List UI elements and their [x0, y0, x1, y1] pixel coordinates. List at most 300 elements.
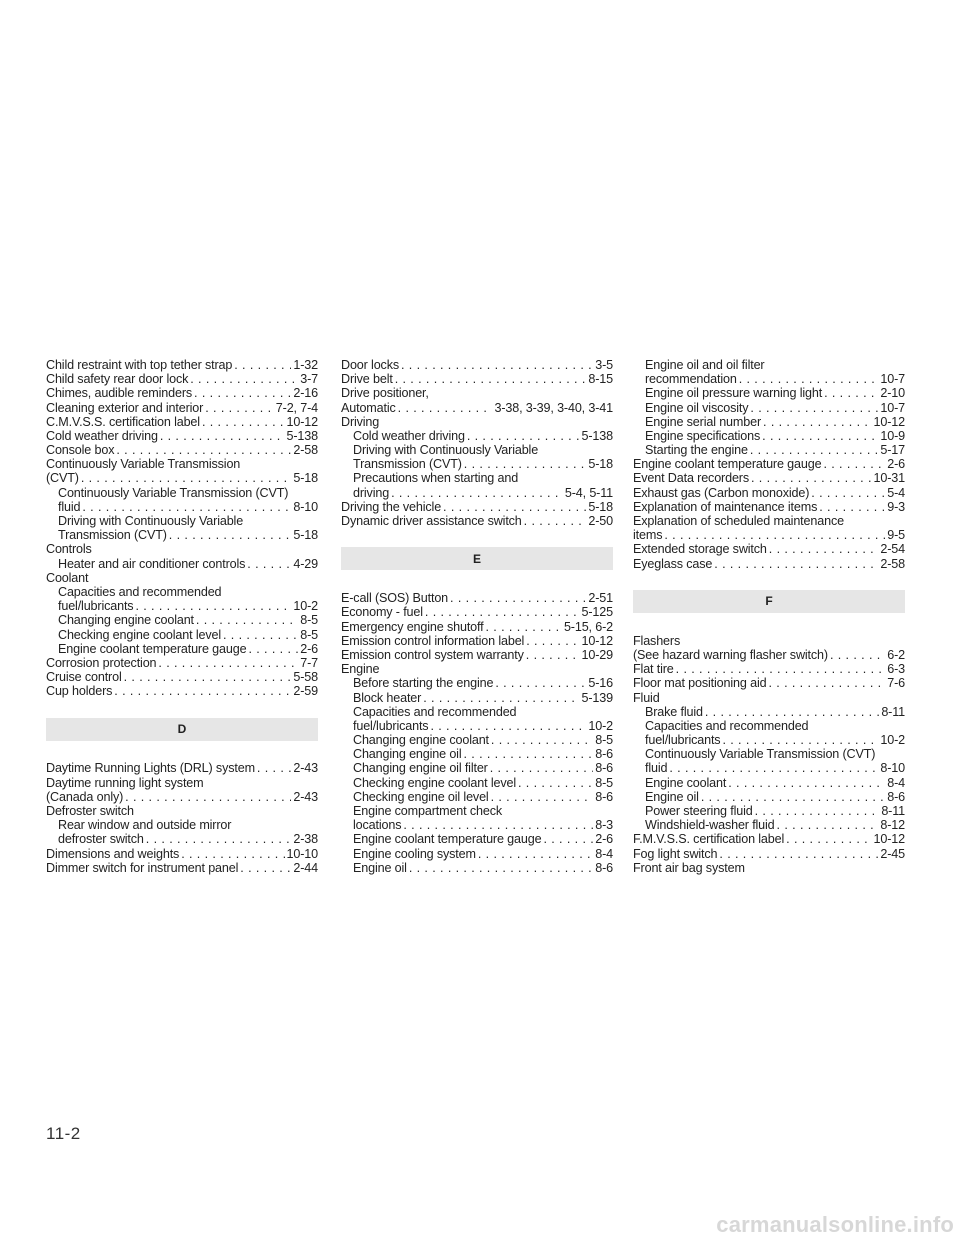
dot-leader: [246, 642, 298, 656]
entry-page-ref: 10-7: [880, 372, 905, 387]
dot-leader: [441, 500, 586, 514]
dot-leader: [232, 358, 291, 372]
entry-text: Child restraint with top tether strap: [46, 358, 233, 372]
index-subentry: [46, 486, 318, 500]
entry-text: fuel/lubricants: [58, 599, 134, 614]
entry-text: recommendation: [645, 372, 737, 387]
entry-page-ref: 2-58: [880, 556, 905, 571]
entry-page-ref: 8-6: [887, 789, 905, 804]
index-subentry: [633, 429, 905, 443]
index-entry: [633, 557, 905, 571]
dot-leader: [401, 818, 593, 832]
dot-leader: [489, 733, 593, 747]
entry-text: Rear window and outside mirror: [58, 818, 232, 833]
entry-page-ref: 8-15: [588, 372, 613, 387]
entry-text: Driving: [341, 414, 380, 429]
entry-text: Engine coolant temperature gauge: [353, 832, 542, 847]
index-entry: [341, 372, 613, 386]
entry-page-ref: 10-7: [880, 400, 905, 415]
entry-page-ref: 8-6: [595, 761, 613, 776]
dot-leader: [389, 486, 563, 500]
entry-text: Eyeglass case: [633, 556, 713, 571]
entry-page-ref: 7-7: [300, 655, 318, 670]
dot-leader: [399, 358, 593, 372]
dot-leader: [712, 557, 878, 571]
entry-text: Continuously Variable Transmission (CVT): [58, 485, 289, 500]
index-subentry: [633, 776, 905, 790]
index-column-1: [46, 358, 318, 875]
index-entry: [633, 486, 905, 500]
dot-leader: [748, 401, 878, 415]
dot-leader: [144, 832, 292, 846]
entry-page-ref: 2-43: [293, 789, 318, 804]
entry-page-ref: 5-18: [588, 499, 613, 514]
entry-page-ref: 8-11: [881, 704, 905, 719]
dot-leader: [699, 790, 885, 804]
index-subentry: [633, 443, 905, 457]
entry-text: Defroster switch: [46, 804, 134, 819]
index-entry: [341, 620, 613, 634]
index-entry: [341, 401, 613, 415]
entry-text: Before starting the engine: [353, 676, 494, 691]
index-entry: [633, 648, 905, 662]
index-entry: [633, 662, 905, 676]
entry-text: Starting the engine: [645, 443, 748, 458]
entry-page-ref: 10-2: [880, 733, 905, 748]
index-subentry: [633, 762, 905, 776]
entry-page-ref: 8-6: [595, 747, 613, 762]
entry-text: E-call (SOS) Button: [341, 591, 449, 606]
dot-leader: [122, 670, 292, 684]
dot-leader: [448, 591, 586, 605]
dot-leader: [767, 542, 879, 556]
index-entry: [633, 847, 905, 861]
dot-leader: [522, 514, 587, 528]
index-subentry: [633, 358, 905, 372]
entry-text: Cold weather driving: [46, 428, 158, 443]
entry-text: Capacities and recommended: [58, 585, 222, 599]
entry-text: F.M.V.S.S. certification label: [633, 832, 785, 847]
dot-leader: [465, 429, 580, 443]
dot-leader: [421, 691, 579, 705]
entry-text: fuel/lubricants: [645, 733, 721, 748]
entry-page-ref: 5-16: [588, 676, 613, 691]
entry-text: Dimensions and weights: [46, 846, 180, 861]
dot-leader: [761, 415, 872, 429]
entry-text: Floor mat positioning aid: [633, 676, 767, 691]
entry-page-ref: 2-44: [293, 860, 318, 875]
index-subentry: [341, 776, 613, 790]
index-subentry: [341, 818, 613, 832]
dot-leader: [156, 656, 298, 670]
entry-page-ref: 2-43: [293, 761, 318, 776]
dot-leader: [737, 372, 879, 386]
entry-page-ref: 10-31: [873, 471, 905, 486]
entry-page-ref: 8-6: [595, 789, 613, 804]
index-subentry: [341, 847, 613, 861]
entry-text: fluid: [58, 499, 81, 514]
entry-text: fuel/lubricants: [353, 718, 429, 733]
entry-text: Heater and air conditioner controls: [58, 556, 246, 571]
entry-text: Explanation of maintenance items: [633, 499, 818, 514]
dot-leader: [489, 790, 594, 804]
entry-text: Block heater: [353, 690, 422, 705]
dot-leader: [114, 443, 291, 457]
entry-text: defroster switch: [58, 832, 144, 847]
entry-page-ref: 2-6: [595, 832, 613, 847]
dot-leader: [748, 443, 879, 457]
dot-leader: [753, 804, 880, 818]
dot-leader: [476, 847, 593, 861]
entry-text: Dimmer switch for instrument panel: [46, 860, 239, 875]
index-subentry: [341, 861, 613, 875]
index-entry: [633, 500, 905, 514]
entry-page-ref: 2-16: [293, 386, 318, 401]
index-entry: [341, 386, 613, 400]
entry-page-ref: 8-5: [595, 775, 613, 790]
entry-page-ref: 10-12: [286, 414, 318, 429]
dot-leader: [194, 613, 298, 627]
entry-text: Engine: [341, 662, 380, 677]
index-subentry: [341, 472, 613, 486]
dot-leader: [179, 847, 284, 861]
index-entry: [46, 542, 318, 556]
dot-leader: [541, 832, 593, 846]
entry-page-ref: 2-54: [880, 542, 905, 557]
index-subentry: [341, 762, 613, 776]
entry-text: Capacities and recommended: [645, 718, 809, 733]
index-subentry: [341, 733, 613, 747]
entry-text: Emission control information label: [341, 633, 525, 648]
entry-page-ref: 5-4: [887, 485, 905, 500]
dot-leader: [749, 472, 872, 486]
dot-leader: [775, 818, 879, 832]
index-entry: [46, 571, 318, 585]
index-subentry: [633, 804, 905, 818]
index-column-3: [633, 358, 905, 875]
index-entry: [46, 443, 318, 457]
index-entry: [633, 676, 905, 690]
index-subentry: [341, 747, 613, 761]
index-subentry: [341, 832, 613, 846]
entry-text: locations: [353, 818, 402, 833]
index-entry: [46, 429, 318, 443]
watermark: carmanualsonline.info: [716, 1212, 954, 1237]
entry-page-ref: 5-138: [581, 428, 613, 443]
dot-leader: [828, 648, 885, 662]
index-subentry: [46, 500, 318, 514]
entry-page-ref: 2-10: [880, 386, 905, 401]
entry-page-ref: 8-11: [881, 804, 905, 819]
index-entry: [633, 528, 905, 542]
entry-text: Changing engine oil filter: [353, 761, 488, 776]
entry-text: Engine coolant: [645, 775, 727, 790]
index-subentry: [341, 790, 613, 804]
index-subentry: [633, 747, 905, 761]
dot-leader: [493, 676, 586, 690]
dot-leader: [255, 762, 291, 776]
index-entry: [46, 401, 318, 415]
index-entry: [46, 776, 318, 790]
dot-leader: [396, 401, 493, 415]
entry-text: Power steering fluid: [645, 804, 753, 819]
page-number: 11-2: [46, 1124, 81, 1143]
entry-text: Capacities and recommended: [353, 704, 517, 719]
entry-text: Checking engine oil level: [353, 789, 489, 804]
index-subentry: [341, 443, 613, 457]
entry-text: Cup holders: [46, 684, 113, 699]
index-subentry: [633, 415, 905, 429]
index-entry: [341, 415, 613, 429]
index-subentry: [633, 733, 905, 747]
entry-text: Chimes, audible reminders: [46, 386, 193, 401]
section-header: F: [633, 590, 905, 613]
entry-page-ref: 5-139: [581, 690, 613, 705]
entry-text: Transmission (CVT): [353, 457, 462, 472]
entry-page-ref: 5-17: [880, 443, 905, 458]
entry-text: Emergency engine shutoff: [341, 619, 484, 634]
entry-page-ref: 2-38: [293, 832, 318, 847]
entry-text: Fluid: [633, 690, 660, 705]
entry-text: Controls: [46, 542, 92, 557]
entry-text: Brake fluid: [645, 704, 703, 719]
dot-leader: [717, 847, 878, 861]
index-subentry: [46, 628, 318, 642]
entry-text: (See hazard warning flasher switch): [633, 648, 828, 662]
index-entry: [46, 656, 318, 670]
entry-text: Checking engine coolant level: [353, 775, 516, 790]
dot-leader: [80, 500, 291, 514]
entry-text: driving: [353, 485, 390, 500]
entry-page-ref: 4-29: [293, 556, 318, 571]
entry-text: Changing engine coolant: [353, 733, 489, 748]
dot-leader: [809, 486, 885, 500]
entry-text: fluid: [645, 761, 668, 776]
dot-leader: [760, 429, 878, 443]
entry-page-ref: 8-10: [880, 761, 905, 776]
entry-page-ref: 2-51: [588, 591, 613, 606]
dot-leader: [188, 372, 298, 386]
entry-text: Daytime Running Lights (DRL) system: [46, 761, 255, 776]
entry-page-ref: 2-45: [880, 846, 905, 861]
index-entry: [341, 605, 613, 619]
index-entry: [46, 372, 318, 386]
dot-leader: [726, 776, 885, 790]
entry-page-ref: 8-4: [595, 846, 613, 861]
entry-text: Engine oil pressure warning light: [645, 386, 823, 401]
entry-page-ref: 2-58: [293, 443, 318, 458]
entry-page-ref: 10-29: [581, 648, 613, 662]
index-subentry: [46, 642, 318, 656]
index-entry: [341, 500, 613, 514]
dot-leader: [192, 386, 291, 400]
index-subentry: [341, 457, 613, 471]
dot-leader: [123, 790, 291, 804]
entry-text: Engine oil: [353, 860, 407, 875]
index-entry: [341, 591, 613, 605]
index-entry: [46, 790, 318, 804]
index-entry: [633, 861, 905, 875]
index-entry: [633, 634, 905, 648]
index-subentry: [46, 832, 318, 846]
entry-page-ref: 5-138: [286, 428, 318, 443]
index-subentry: [633, 818, 905, 832]
index-subentry: [633, 790, 905, 804]
dot-leader: [766, 676, 885, 690]
entry-page-ref: 8-4: [887, 775, 905, 790]
entry-text: C.M.V.S.S. certification label: [46, 414, 200, 429]
entry-text: Cruise control: [46, 670, 122, 685]
index-subentry: [46, 557, 318, 571]
entry-text: Driving with Continuously Variable: [353, 443, 539, 458]
entry-text: Dynamic driver assistance switch: [341, 514, 522, 529]
entry-text: (CVT): [46, 471, 79, 486]
entry-page-ref: 7-6: [887, 676, 905, 691]
dot-leader: [484, 620, 562, 634]
entry-page-ref: 8-3: [595, 818, 613, 833]
index-subentry: [46, 514, 318, 528]
entry-text: Continuously Variable Transmission (CVT): [645, 747, 876, 762]
entry-page-ref: 2-6: [887, 457, 905, 472]
dot-leader: [393, 372, 587, 386]
entry-text: Engine compartment check: [353, 804, 503, 819]
dot-leader: [784, 832, 871, 846]
entry-text: Engine oil: [645, 789, 699, 804]
entry-text: Explanation of scheduled maintenance: [633, 514, 844, 529]
index-entry: [46, 386, 318, 400]
index-entry: [46, 762, 318, 776]
entry-text: Child safety rear door lock: [46, 372, 189, 387]
index-entry: [341, 358, 613, 372]
entry-text: Precautions when starting and: [353, 471, 519, 486]
entry-text: Economy - fuel: [341, 605, 423, 620]
entry-page-ref: 5-18: [588, 457, 613, 472]
index-entry: [46, 358, 318, 372]
dot-leader: [488, 762, 594, 776]
dot-leader: [112, 684, 291, 698]
entry-text: Engine serial number: [645, 414, 762, 429]
dot-leader: [674, 662, 886, 676]
index-column-2: [341, 358, 613, 875]
entry-page-ref: 8-12: [880, 818, 905, 833]
entry-page-ref: 10-12: [873, 414, 905, 429]
dot-leader: [407, 861, 593, 875]
entry-page-ref: 10-12: [581, 633, 613, 648]
dot-leader: [158, 429, 285, 443]
entry-text: Changing engine oil: [353, 747, 462, 762]
index-subentry: [46, 818, 318, 832]
entry-page-ref: 8-5: [595, 733, 613, 748]
entry-text: (Canada only): [46, 789, 124, 804]
entry-page-ref: 8-5: [300, 627, 318, 642]
dot-leader: [821, 457, 885, 471]
index-entry: [341, 634, 613, 648]
entry-page-ref: 1-32: [293, 358, 318, 372]
entry-page-ref: 8-6: [595, 860, 613, 875]
entry-text: Flashers: [633, 633, 681, 648]
entry-text: Daytime running light system: [46, 775, 204, 790]
index-entry: [633, 457, 905, 471]
dot-leader: [200, 415, 285, 429]
entry-page-ref: 5-4, 5-11: [564, 485, 613, 500]
dot-leader: [133, 599, 291, 613]
index-subentry: [633, 719, 905, 733]
dot-leader: [462, 457, 587, 471]
index-subentry: [341, 719, 613, 733]
entry-text: Driving with Continuously Variable: [58, 514, 244, 529]
entry-page-ref: 10-2: [293, 599, 318, 614]
entry-text: Corrosion protection: [46, 655, 157, 670]
index-entry: [633, 542, 905, 556]
index-entry: [46, 472, 318, 486]
entry-text: Engine coolant temperature gauge: [633, 457, 822, 472]
entry-page-ref: 3-38, 3-39, 3-40, 3-41: [494, 400, 613, 415]
index-entry: [46, 861, 318, 875]
dot-leader: [461, 747, 593, 761]
entry-text: Engine specifications: [645, 428, 761, 443]
index-entry: [46, 847, 318, 861]
dot-leader: [703, 705, 879, 719]
index-subentry: [46, 585, 318, 599]
entry-text: Fog light switch: [633, 846, 718, 861]
index-entry: [341, 514, 613, 528]
entry-text: Engine cooling system: [353, 846, 476, 861]
index-subentry: [46, 613, 318, 627]
entry-text: Changing engine coolant: [58, 613, 194, 628]
index-subentry: [46, 599, 318, 613]
index-subentry: [633, 705, 905, 719]
entry-page-ref: 9-5: [887, 528, 905, 543]
index-subentry: [633, 372, 905, 386]
entry-text: Checking engine coolant level: [58, 627, 221, 642]
dot-leader: [428, 719, 586, 733]
entry-text: Cleaning exterior and interior: [46, 400, 204, 415]
dot-leader: [524, 634, 579, 648]
dot-leader: [238, 861, 291, 875]
entry-page-ref: 10-9: [880, 428, 905, 443]
entry-page-ref: 10-12: [873, 832, 905, 847]
index-entry: [46, 415, 318, 429]
dot-leader: [221, 628, 298, 642]
entry-page-ref: 3-7: [300, 372, 318, 387]
dot-leader: [817, 500, 885, 514]
entry-page-ref: 5-125: [581, 605, 613, 620]
entry-page-ref: 6-2: [887, 648, 905, 662]
dot-leader: [79, 472, 292, 486]
entry-page-ref: 5-58: [293, 670, 318, 685]
entry-text: Exhaust gas (Carbon monoxide): [633, 485, 810, 500]
dot-leader: [822, 386, 878, 400]
index-entry: [633, 472, 905, 486]
entry-text: Continuously Variable Transmission: [46, 457, 241, 472]
entry-page-ref: 8-5: [300, 613, 318, 628]
dot-leader: [203, 401, 274, 415]
entry-text: Front air bag system: [633, 860, 745, 875]
entry-text: Event Data recorders: [633, 471, 749, 486]
entry-page-ref: 9-3: [887, 499, 905, 514]
index-entry: [633, 514, 905, 528]
entry-page-ref: 3-5: [595, 358, 613, 372]
entry-page-ref: 5-18: [293, 471, 318, 486]
entry-text: Drive belt: [341, 372, 393, 387]
entry-page-ref: 2-59: [293, 684, 318, 699]
dot-leader: [167, 528, 292, 542]
index-subentry: [341, 705, 613, 719]
entry-page-ref: 6-3: [887, 662, 905, 677]
entry-text: Engine coolant temperature gauge: [58, 641, 247, 656]
entry-page-ref: 2-50: [588, 514, 613, 529]
dot-leader: [423, 605, 580, 619]
